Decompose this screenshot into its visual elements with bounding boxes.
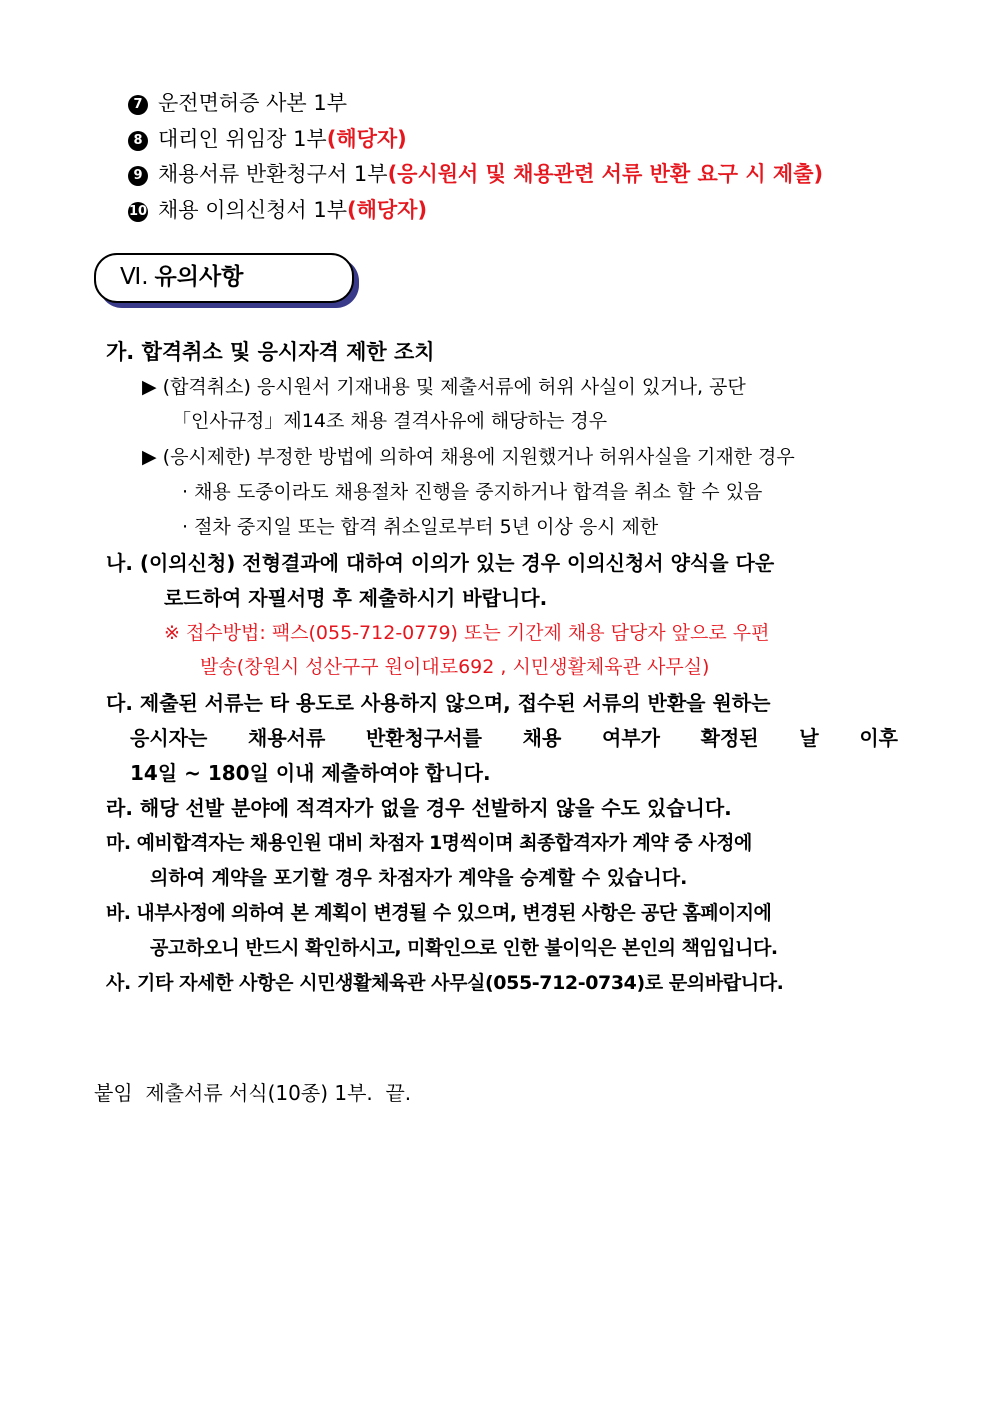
list-item-text: 채용 이의신청서 1부: [158, 198, 347, 222]
section-number: Ⅵ.: [120, 264, 149, 290]
section-title: 유의사항: [154, 264, 244, 290]
number-badge: 10: [128, 202, 148, 222]
item-na-line1: 나. (이의신청) 전형결과에 대하여 이의가 있는 경우 이의신청서 양식을 다운: [106, 551, 775, 575]
item-ma-line2: 의하여 계약을 포기할 경우 차점자가 계약을 승계할 수 있습니다.: [150, 867, 688, 889]
item-ga-bullet1-line2: 「인사규정」제14조 채용 결격사유에 해당하는 경우: [172, 410, 608, 432]
item-ga-sub2: · 절차 중지일 또는 합격 취소일로부터 5년 이상 응시 제한: [182, 516, 659, 538]
item-ga-sub1: · 채용 도중이라도 채용절차 진행을 중지하거나 합격을 취소 할 수 있음: [182, 481, 763, 503]
number-badge: 8: [128, 131, 148, 151]
list-item-text: 채용서류 반환청구서 1부: [158, 162, 388, 186]
list-item-note: (응시원서 및 채용관련 서류 반환 요구 시 제출): [387, 162, 824, 186]
item-sa: 사. 기타 자세한 사항은 시민생활체육관 사무실(055-712-0734)로 문의바랍니다.: [106, 972, 784, 994]
list-item-text: 대리인 위임장 1부: [158, 127, 327, 151]
list-item-note: (해당자): [326, 127, 407, 151]
item-ma-line1: 마. 예비합격자는 채용인원 대비 차점자 1명씩이며 최종합격자가 계약 중 사정에: [106, 832, 752, 854]
item-ga-bullet2: ▶ (응시제한) 부정한 방법에 의하여 채용에 지원했거나 허위사실을 기재한 경우: [142, 446, 795, 468]
list-item: [128, 195, 427, 225]
item-ra: 라. 해당 선발 분야에 적격자가 없을 경우 선발하지 않을 수도 있습니다.: [106, 796, 732, 820]
item-da-line3: 14일 ~ 180일 이내 제출하여야 합니다.: [130, 761, 491, 785]
number-badge: 9: [128, 166, 148, 186]
section-heading: [94, 253, 354, 303]
list-item: [128, 159, 823, 189]
item-ba-line1: 바. 내부사정에 의하여 본 계획이 변경될 수 있으며, 변경된 사항은 공단 홈페이지에: [106, 902, 772, 924]
item-na-line2: 로드하여 자필서명 후 제출하시기 바랍니다.: [164, 586, 548, 610]
list-item: [128, 88, 347, 118]
item-ga-title: 가. 합격취소 및 응시자격 제한 조치: [106, 340, 435, 364]
item-ga-bullet1-line1: ▶ (합격취소) 응시원서 기재내용 및 제출서류에 허위 사실이 있거나, 공단: [142, 376, 746, 398]
item-da-line1: 다. 제출된 서류는 타 용도로 사용하지 않으며, 접수된 서류의 반환을 원하는: [106, 691, 771, 715]
list-item-note: (해당자): [347, 198, 428, 222]
number-badge: 7: [128, 95, 148, 115]
item-da-line2: 응시자는 채용서류 반환청구서를 채용 여부가 확정된 날 이후: [130, 726, 898, 750]
item-ba-line2: 공고하오니 반드시 확인하시고, 미확인으로 인한 불이익은 본인의 책임입니다.: [150, 937, 778, 959]
item-na-note-line1: ※ 접수방법: 팩스(055-712-0779) 또는 기간제 채용 담당자 앞으로 우편: [164, 622, 770, 644]
list-item-text: 운전면허증 사본 1부: [158, 91, 347, 115]
attachment-line: 붙임 제출서류 서식(10종) 1부. 끝.: [94, 1081, 412, 1105]
item-na-note-line2: 발송(창원시 성산구구 원이대로692 , 시민생활체육관 사무실): [200, 656, 710, 678]
list-item: [128, 124, 407, 154]
